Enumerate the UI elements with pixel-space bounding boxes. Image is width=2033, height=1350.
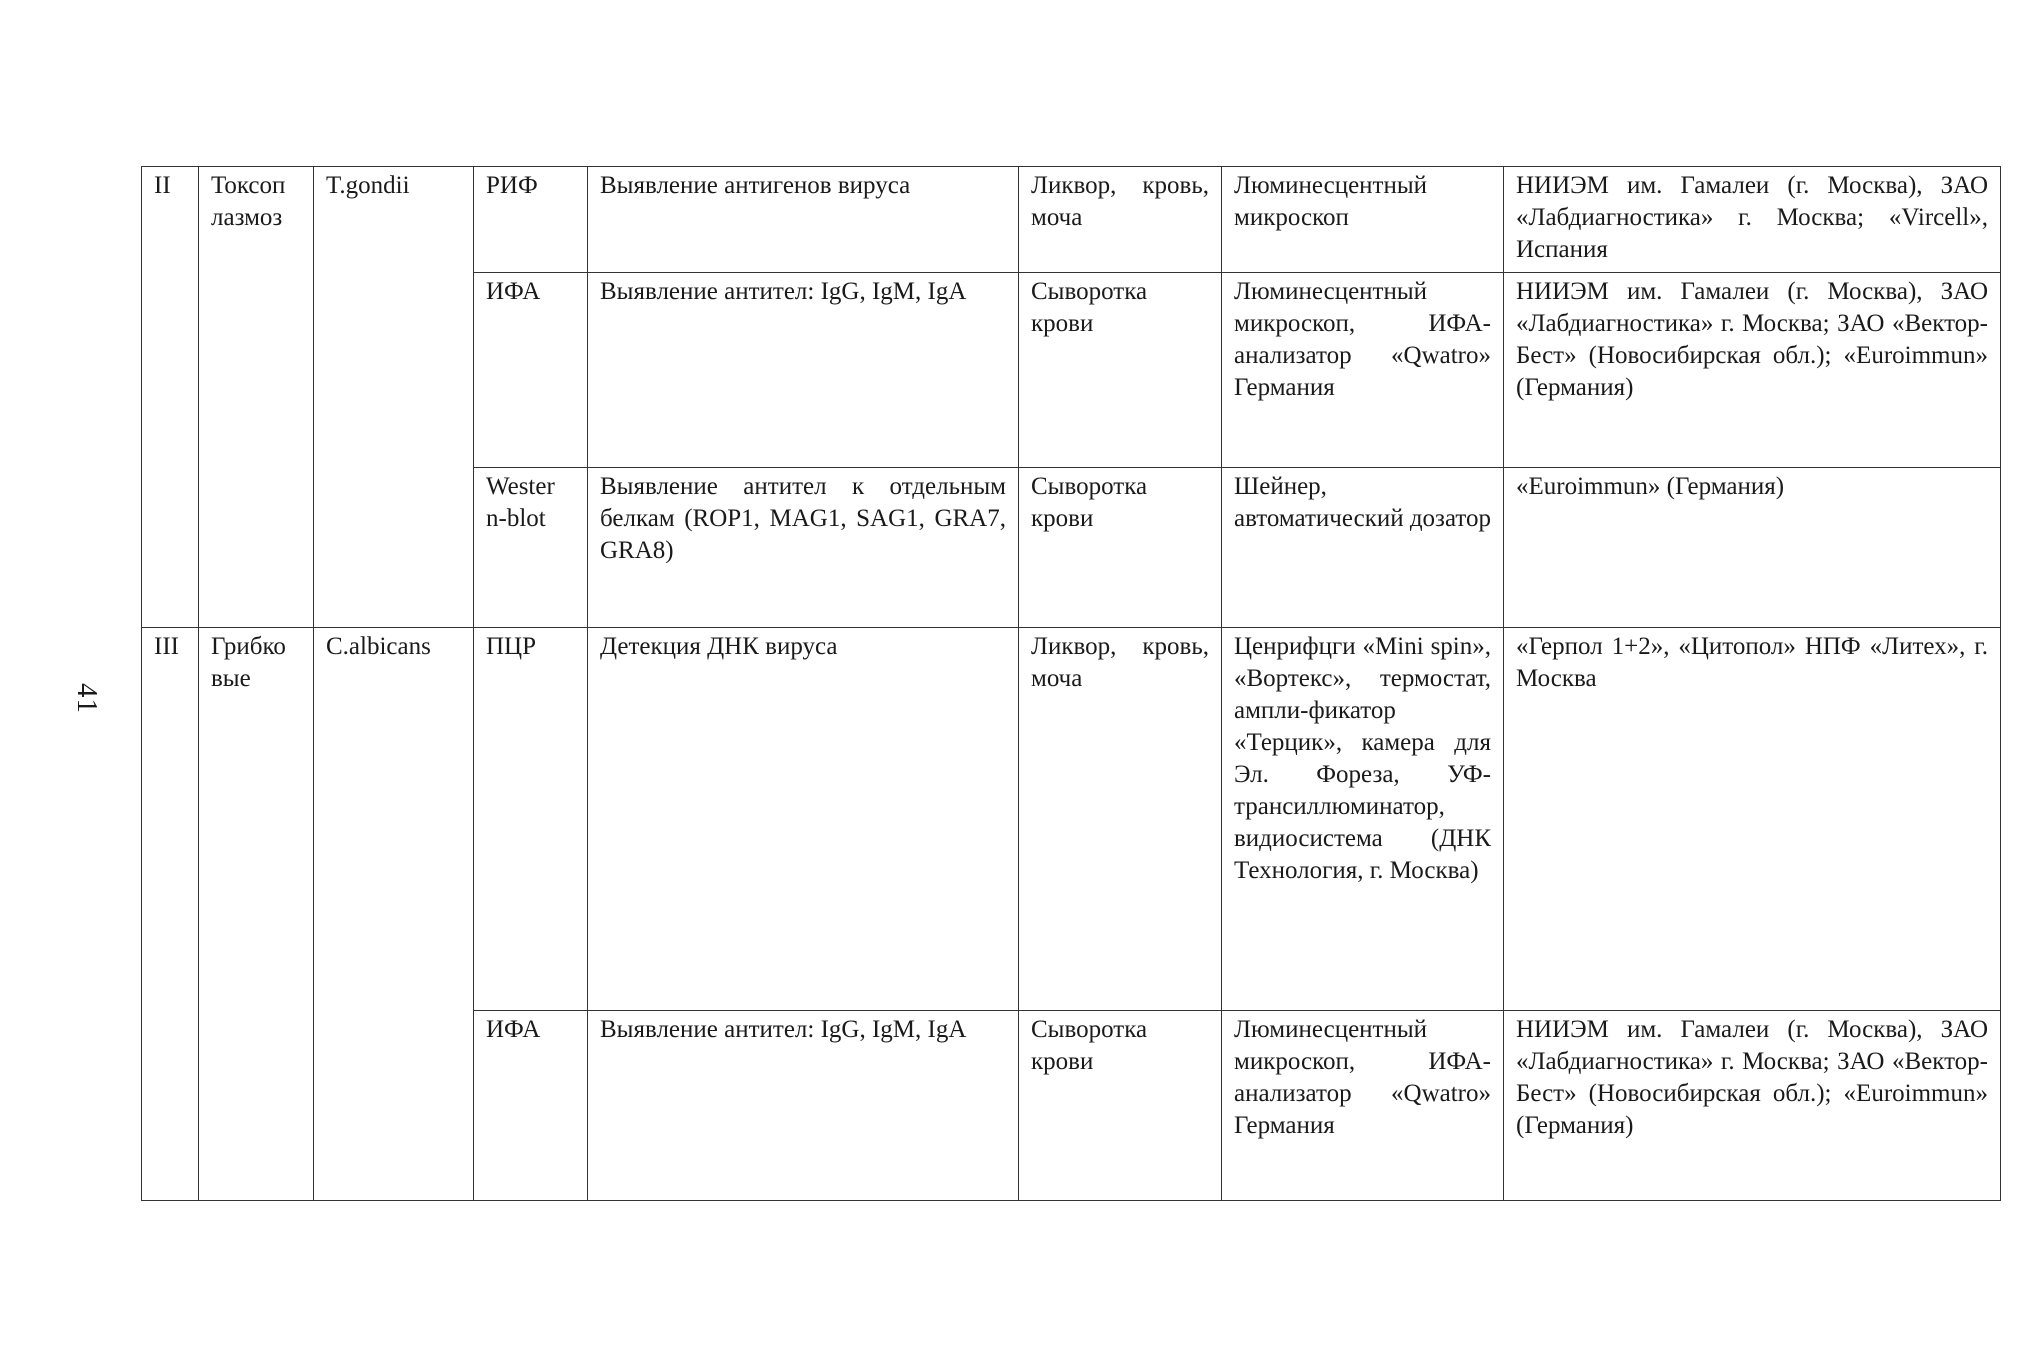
disease-cell: Грибко вые — [199, 628, 314, 1201]
purpose-cell: Выявление антител: IgG, IgM, IgA — [588, 1011, 1019, 1201]
table-row — [142, 628, 2001, 1011]
purpose-cell: Выявление антигенов вируса — [588, 167, 1019, 273]
method-cell: ИФА — [474, 273, 588, 468]
row-number: II — [142, 167, 199, 628]
page-number: 41 — [71, 683, 103, 714]
disease-cell: Токсоп лазмоз — [199, 167, 314, 628]
material-cell: Ликвор, кровь, моча — [1019, 628, 1222, 1011]
equipment-cell: Люминесцентный микроскоп — [1222, 167, 1504, 273]
method-cell: ИФА — [474, 1011, 588, 1201]
manufacturer-cell: «Euroimmun» (Германия) — [1504, 468, 2001, 628]
equipment-cell: Люминесцентный микроскоп, ИФА-анализатор «Qwatro» Германия — [1222, 1011, 1504, 1201]
diagnostics-table — [141, 166, 2001, 1201]
manufacturer-cell: НИИЭМ им. Гамалеи (г. Москва), ЗАО «Лабдиагностика» г. Москва; «Vircell», Испания — [1504, 167, 2001, 273]
material-cell: Сыворотка крови — [1019, 1011, 1222, 1201]
method-cell: Wester n-blot — [474, 468, 588, 628]
purpose-cell: Выявление антител: IgG, IgM, IgA — [588, 273, 1019, 468]
manufacturer-cell: НИИЭМ им. Гамалеи (г. Москва), ЗАО «Лабдиагностика» г. Москва; ЗАО «Вектор-Бест» (Новосибирская обл.); «Euroimmun» (Германия) — [1504, 1011, 2001, 1201]
material-cell: Ликвор, кровь, моча — [1019, 167, 1222, 273]
row-number: III — [142, 628, 199, 1201]
equipment-cell: Шейнер, автоматический дозатор — [1222, 468, 1504, 628]
method-cell: ПЦР — [474, 628, 588, 1011]
table-row — [142, 167, 2001, 273]
material-cell: Сыворотка крови — [1019, 468, 1222, 628]
purpose-cell: Детекция ДНК вируса — [588, 628, 1019, 1011]
material-cell: Сыворотка крови — [1019, 273, 1222, 468]
equipment-cell: Ценрифцги «Mini spin», «Вортекс», термостат, ампли-фикатор «Терцик», камера для Эл. Фореза, УФ-трансиллюминатор, видиосистема (ДНК Технология, г. Москва) — [1222, 628, 1504, 1011]
manufacturer-cell: «Герпол 1+2», «Цитопол» НПФ «Литех», г. Москва — [1504, 628, 2001, 1011]
purpose-cell: Выявление антител к отдельным белкам (ROP1, MAG1, SAG1, GRA7, GRA8) — [588, 468, 1019, 628]
pathogen-cell: T.gondii — [314, 167, 474, 628]
method-cell: РИФ — [474, 167, 588, 273]
pathogen-cell: C.albicans — [314, 628, 474, 1201]
equipment-cell: Люминесцентный микроскоп, ИФА-анализатор «Qwatro» Германия — [1222, 273, 1504, 468]
manufacturer-cell: НИИЭМ им. Гамалеи (г. Москва), ЗАО «Лабдиагностика» г. Москва; ЗАО «Вектор-Бест» (Новосибирская обл.); «Euroimmun» (Германия) — [1504, 273, 2001, 468]
